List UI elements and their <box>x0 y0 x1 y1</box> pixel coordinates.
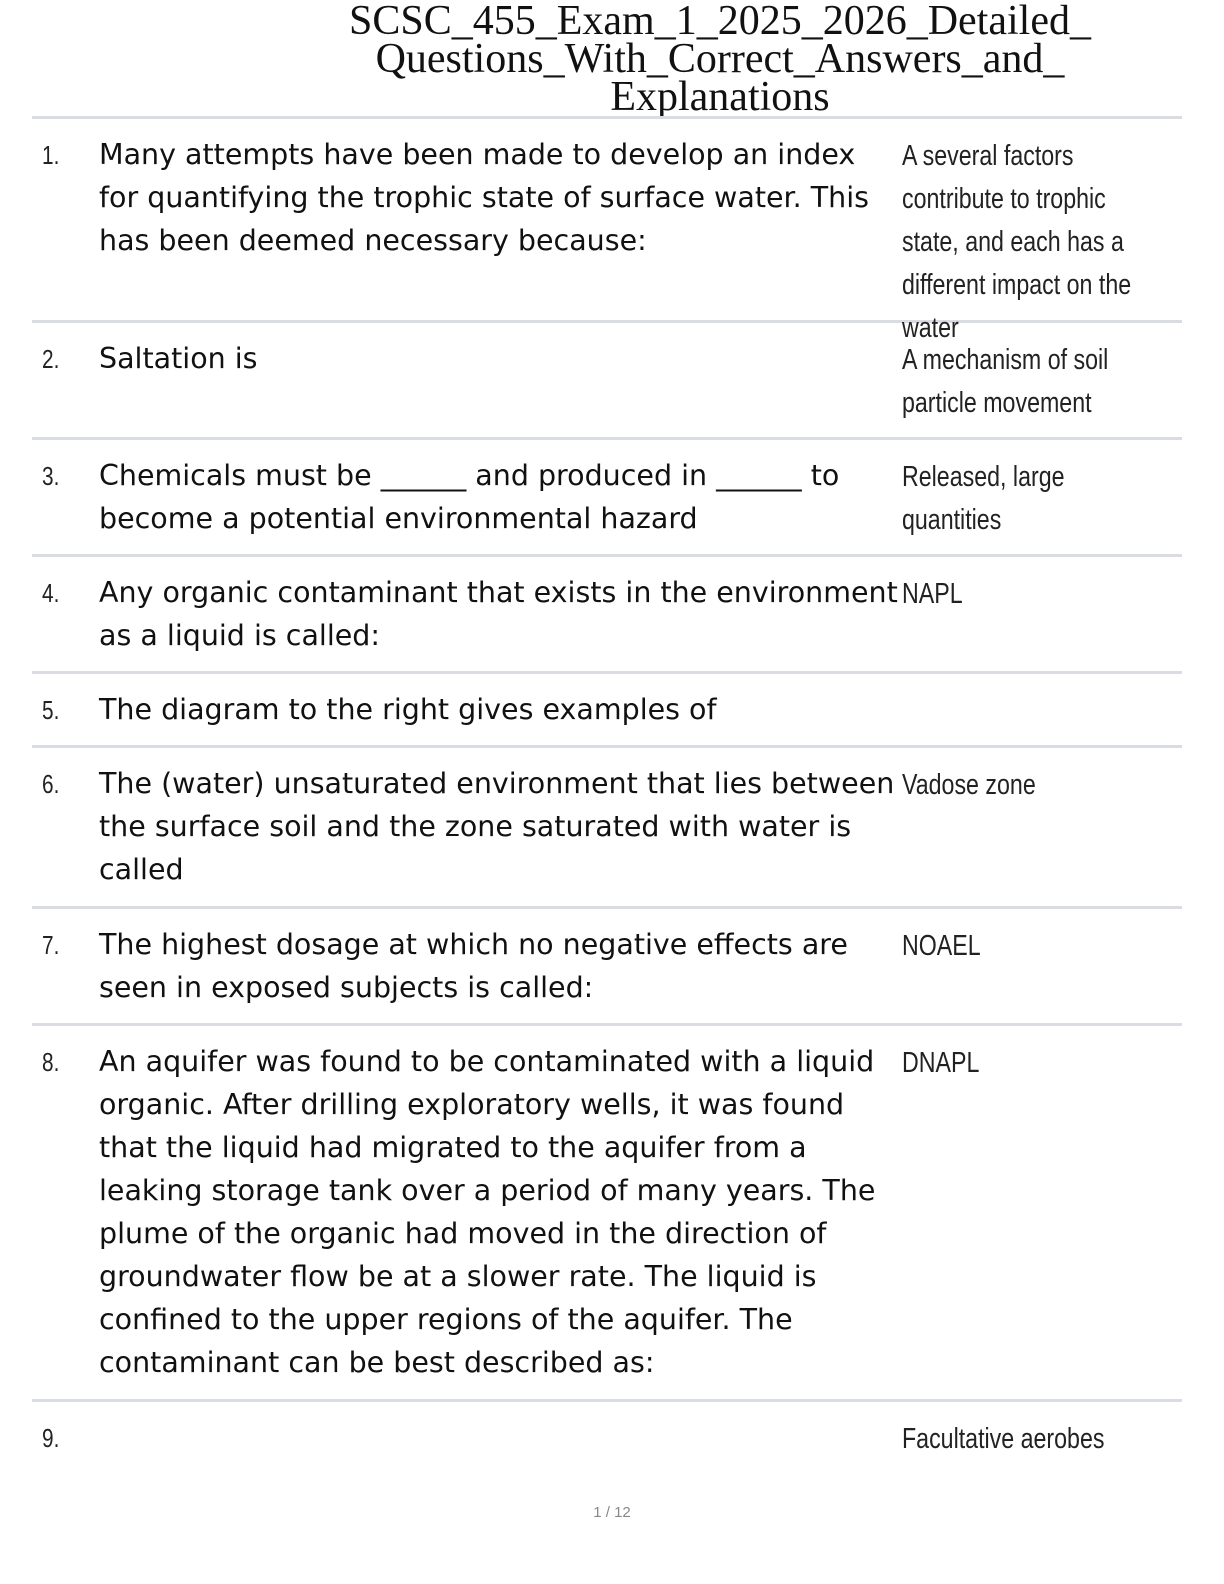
page-indicator: 1 / 12 <box>593 1504 631 1521</box>
qa-row-6 <box>32 748 1182 909</box>
question-number: 6. <box>42 769 60 799</box>
answer-text: NAPL <box>902 578 963 610</box>
question-number: 1. <box>42 140 60 170</box>
qa-row-2 <box>32 323 1182 440</box>
qa-row-7 <box>32 909 1182 1026</box>
answer-text: A mechanism of soil particle movement <box>902 344 1109 419</box>
document-title <box>260 0 1180 120</box>
question-text: The (water) unsaturated environment that lies between the surface soil and the zone saturated with water is called <box>99 767 895 886</box>
question-number: 9. <box>42 1423 60 1453</box>
question-text: Chemicals must be ______ and produced in ______ to become a potential environmental hazard <box>99 459 840 535</box>
question-text: Many attempts have been made to develop an index for quantifying the trophic state of surface water. This has been deemed necessary because: <box>99 138 870 257</box>
qa-row-5 <box>32 674 1182 748</box>
title-line: SCSC_455_Exam_1_2025_2026_Detailed_ <box>349 0 1091 44</box>
answer-text: DNAPL <box>902 1047 980 1079</box>
qa-row-9 <box>32 1402 1182 1482</box>
question-text: Any organic contaminant that exists in the environment as a liquid is called: <box>99 576 898 652</box>
answer-text: NOAEL <box>902 930 981 962</box>
qa-row-8 <box>32 1026 1182 1402</box>
answer-text: A several factors contribute to trophic state, and each has a different impact on the water <box>902 140 1132 344</box>
question-text: The highest dosage at which no negative effects are seen in exposed subjects is called: <box>99 928 848 1004</box>
question-text: The diagram to the right gives examples of <box>99 693 717 726</box>
question-number: 5. <box>42 695 60 725</box>
title-line: Questions_With_Correct_Answers_and_ <box>375 36 1065 82</box>
question-number: 2. <box>42 344 60 374</box>
answer-text: Facultative aerobes <box>902 1423 1105 1455</box>
question-number: 8. <box>42 1047 60 1077</box>
answer-text: Vadose zone <box>902 769 1036 801</box>
qa-row-4 <box>32 557 1182 674</box>
qa-row-3 <box>32 440 1182 557</box>
answer-text: Released, large quantities <box>902 461 1065 536</box>
question-text: Saltation is <box>99 342 258 375</box>
question-number: 7. <box>42 930 60 960</box>
qa-list <box>32 116 1182 1482</box>
question-number: 3. <box>42 461 60 491</box>
question-text: An aquifer was found to be contaminated with a liquid organic. After drilling exploratory wells, it was found that the liquid had migrated to the aquifer from a leaking storage tank over a period of many years. The plume of the organic had moved in the direction of groundwater flow be at a slower rate. The liquid is confined to the upper regions of the aquifer. The contaminant can be best described as: <box>99 1045 876 1379</box>
title-line: Explanations <box>610 74 830 120</box>
qa-row-1 <box>32 119 1182 344</box>
question-number: 4. <box>42 578 60 608</box>
